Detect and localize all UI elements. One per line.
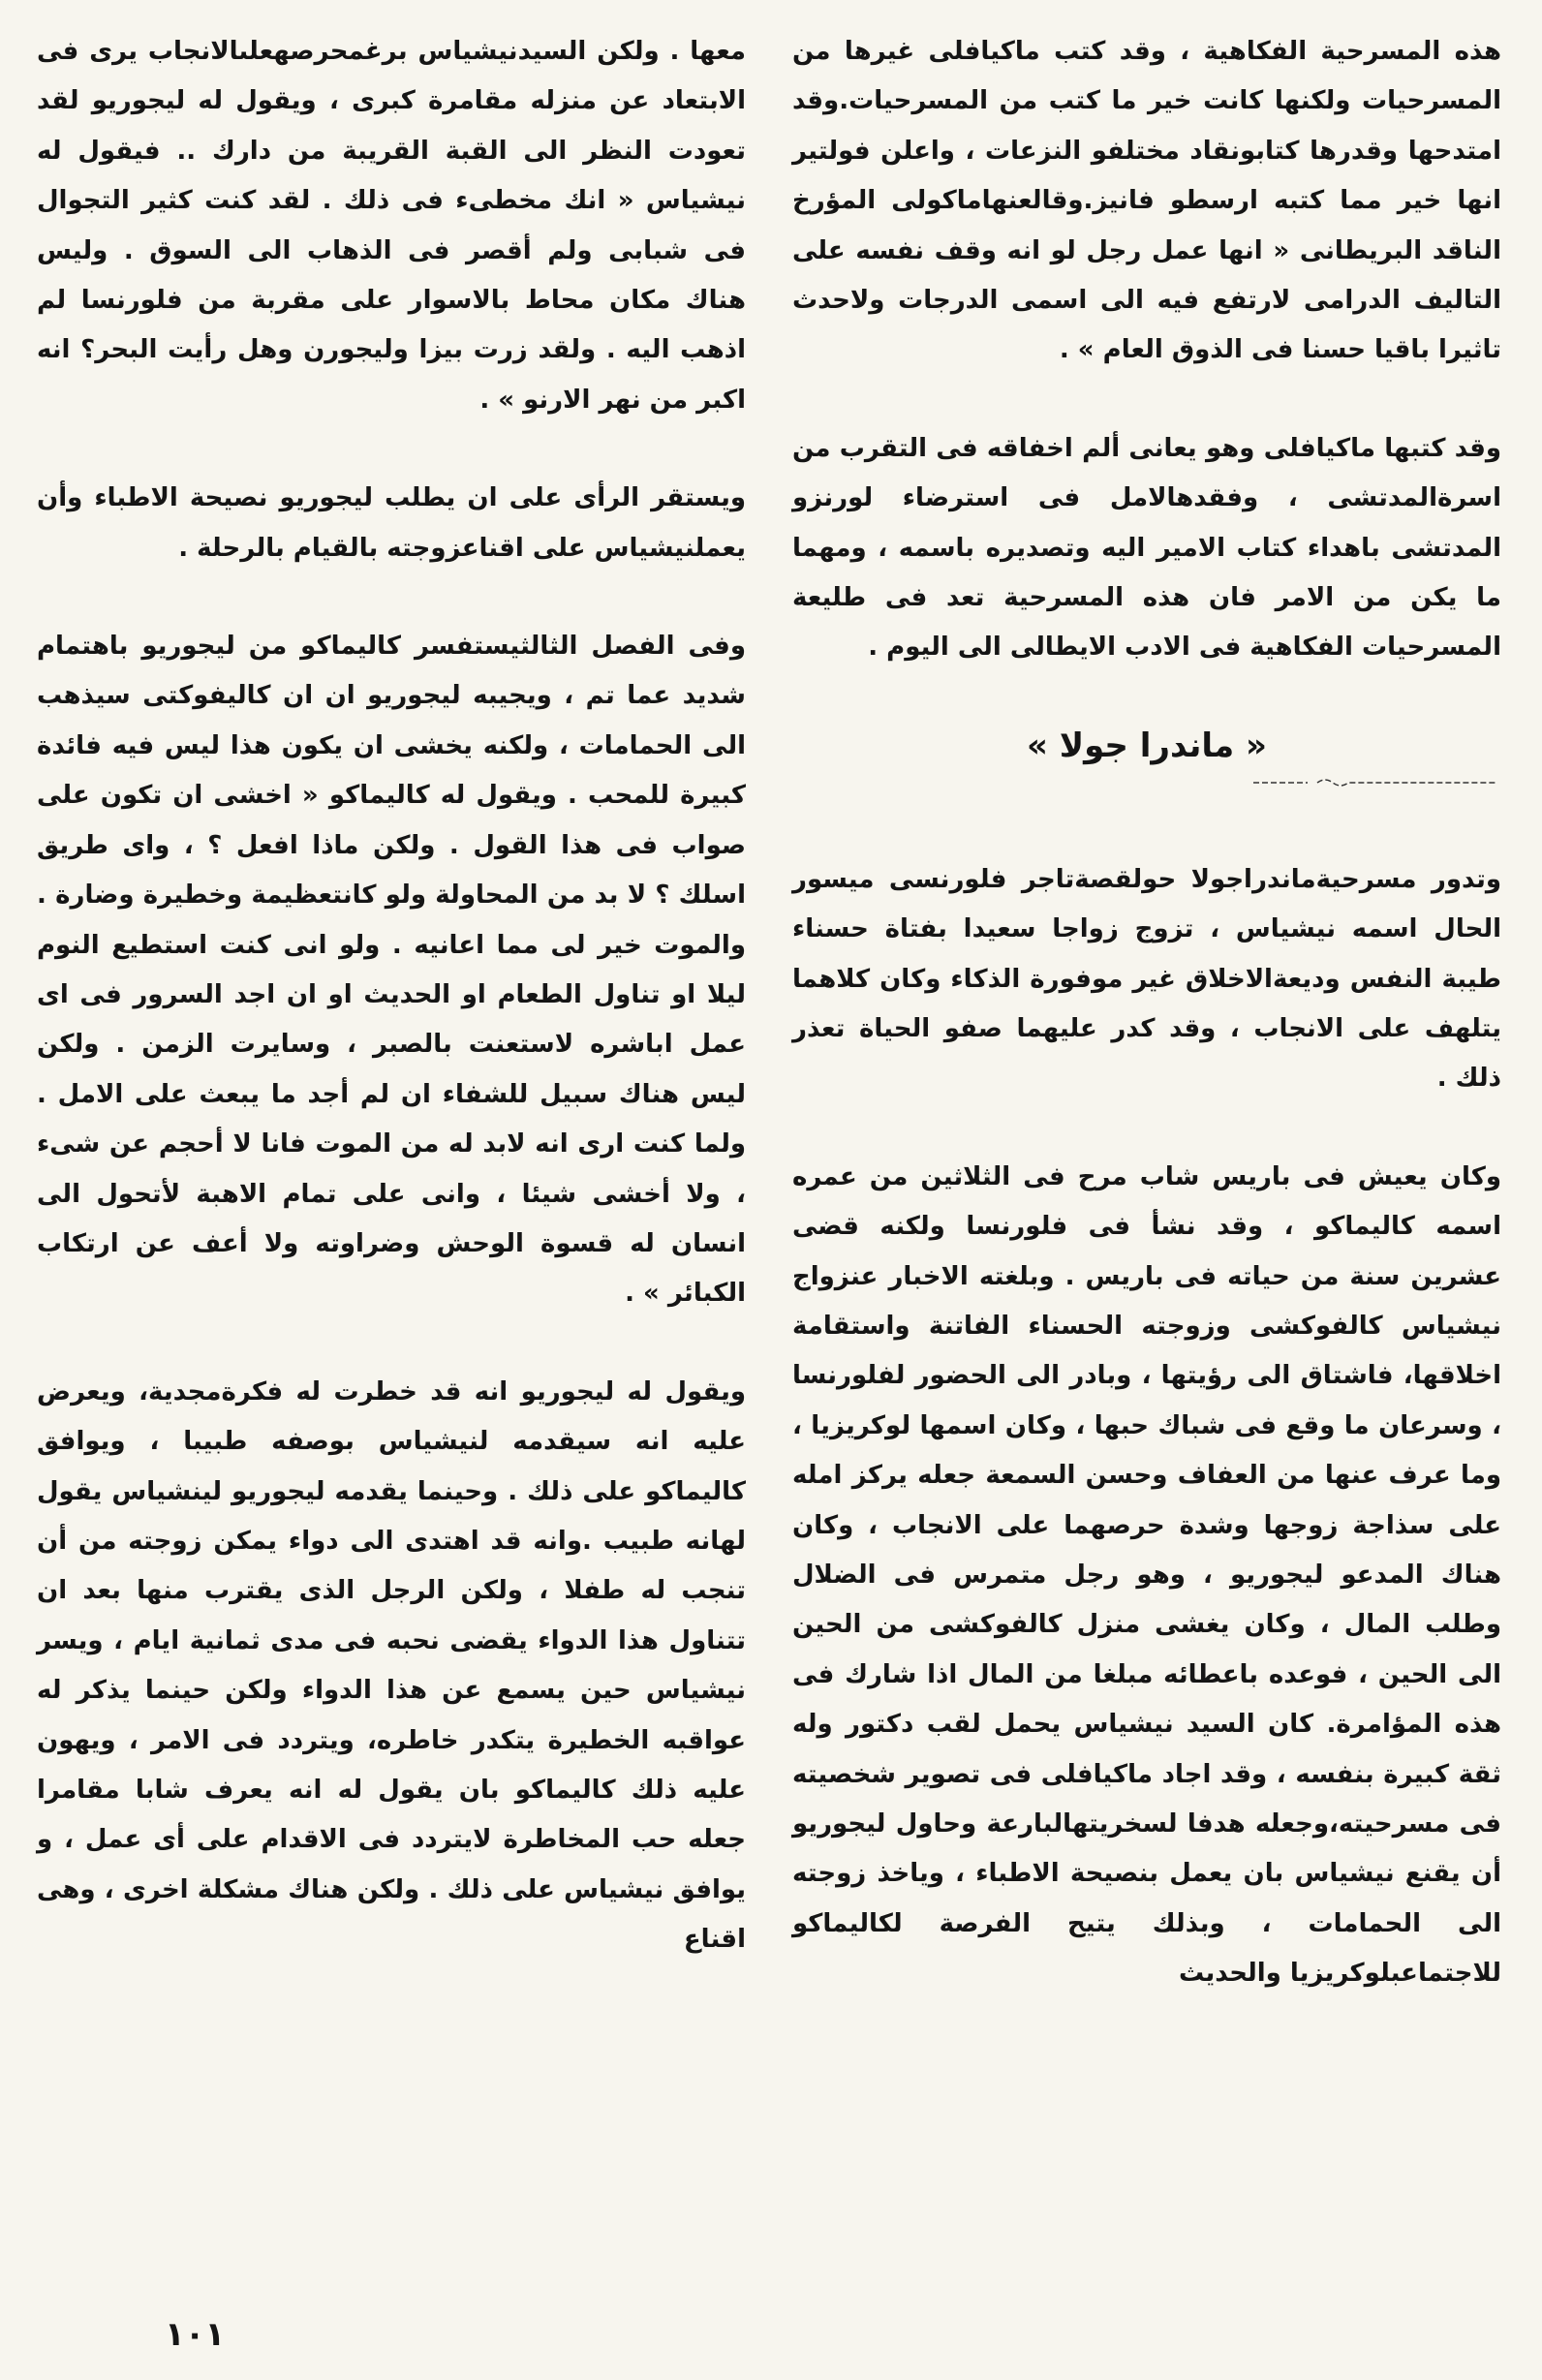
paragraph-text: معها . ولكن السيدنيشياس برغمحرصهعلىالانجاب يرى فى الابتعاد عن منزله مقامرة كبرى ، ويقول له ليجوريو لقد تعودت النظر الى القبة القريبة من دارك .. فيقول له نيشياس « انك مخطىء فى ذلك . لقد كنت كثير التجوال فى شبابى ولم أقصر فى الذهاب الى السوق . وليس هناك مكان محاط بالاسوار على مقربة من فلورنسا لم اذهب اليه . ولقد زرت بيزا وليجورن وهل رأيت البحر؟ انه اكبر من نهر الارنو » . [37,37,746,415]
paragraph [792,27,1501,376]
section-heading: « ماندرا جولا » [1026,726,1268,765]
paragraph-text: وتدور مسرحيةماندراجولا حولقصةتاجر فلورنسى ميسور الحال اسمه نيشياس ، تزوج زواجا سعيدا بفتاة حسناء طيبة النفس وديعةالاخلاق غير موفورة الذكاء وكان كلاهما يتلهف على الانجاب ، وقد كدر عليهما صفو الحياة تعذر ذلك . [792,864,1501,1094]
left-column [37,27,746,2014]
paragraph-text: وفى الفصل الثالثيستفسر كاليماكو من ليجوريو باهتمام شديد عما تم ، ويجيبه ليجوريو ان ان كاليفوكتى سيذهب الى الحمامات ، ولكنه يخشى ان يكون هذا ليس فيه فائدة كبيرة للمحب . ويقول له كاليماكو « اخشى ان تكون على صواب فى هذا القول . ولكن ماذا افعل ؟ ، واى طريق اسلك ؟ لا بد من المحاولة ولو كانتعظيمة وخطيرة وضارة . والموت خير لى مما اعانيه . ولو انى كنت استطيع النوم ليلا او تناول الطعام او الحديث او ان اجد السرور فى اى عمل اباشره لاستعنت بالصبر ، وسايرت الزمن . ولكن ليس هناك سبيل للشفاء ان لم أجد ما يبعث على الامل . ولما كنت ارى انه لابد له من الموت فانا لا أحجم عن شىء ، ولا أخشى شيئا ، وانى على تمام الاهبة لأتحول الى انسان له قسوة الوحش وضراوته ولا أعف عن ارتكاب الكبائر » . [37,632,746,1309]
paragraph [792,855,1501,1104]
paragraph [37,1368,746,1965]
paragraph-text: هذه المسرحية الفكاهية ، وقد كتب ماكيافلى غيرها من المسرحيات ولكنها كانت خير ما كتب من المسرحيات.وقد امتدحها وقدرها كتابونقاد مختلفو النزعات ، واعلن فولتير انها خير مما كتبه ارسطو فانيز.وقالعنهاماكولى المؤرخ الناقد البريطانى « انها عمل رجل لو انه وقف نفسه على التاليف الدرامى لارتفع فيه الى اسمى الدرجات ولاحدث تاثيرا باقيا حسنا فى الذوق العام » . [792,37,1501,365]
heading-divider [1249,777,1501,788]
paragraph [37,27,746,425]
paragraph [792,424,1501,673]
page-number: ١٠١ [165,2315,226,2354]
paragraph [37,474,746,573]
right-column [792,27,1501,2048]
paragraph [792,1153,1501,1999]
paragraph [37,622,746,1319]
paragraph-text: ويقول له ليجوريو انه قد خطرت له فكرةمجدية، ويعرض عليه انه سيقدمه لنيشياس بوصفه طبيبا ، ويوافق كاليماكو على ذلك . وحينما يقدمه ليجوريو لينشياس يقول لهانه طبيب .وانه قد اهتدى الى دواء يمكن زوجته من أن تنجب له طفلا ، ولكن الرجل الذى يقترب منها بعد ان تتناول هذا الدواء يقضى نحبه فى مدى ثمانية ايام ، ويسر نيشياس حين يسمع عن هذا الدواء ولكن حينما يذكر له عواقبه الخطيرة يتكدر خاطره، ويتردد فى الامر ، ويهون عليه ذلك كاليماكو بان يقول له انه يعرف شابا مقامرا جعله حب المخاطرة لايتردد فى الاقدام على أى عمل ، و يوافق نيشياس على ذلك . ولكن هناك مشكلة اخرى ، وهى اقناع [37,1376,746,1955]
paragraph-text: وكان يعيش فى باريس شاب مرح فى الثلاثين من عمره اسمه كاليماكو ، وقد نشأ فى فلورنسا ولكنه قضى عشرين سنة من حياته فى باريس . وبلغته الاخبار عنزواج نيشياس كالفوكشى وزوجته الحسناء الفاتنة واستقامة اخلاقها، فاشتاق الى رؤيتها ، وبادر الى الحضور لفلورنسا ، وسرعان ما وقع فى شباك حبها ، وكان اسمها لوكريزيا ، وما عرف عنها من العفاف وحسن السمعة جعله يركز امله على سذاجة زوجها وشدة حرصهما على الانجاب ، وكان هناك المدعو ليجوريو ، وهو رجل متمرس فى الضلال وطلب المال ، وكان يغشى منزل كالفوكشى من الحين الى الحين ، فوعده باعطائه مبلغا من المال اذا شارك فى هذه المؤامرة. كان السيد نيشياس يحمل لقب دكتور وله ثقة كبيرة بنفسه ، وقد اجاد ماكيافلى فى تصوير شخصيته فى مسرحيته،وجعله هدفا لسخريتهالبارعة وحاول ليجوريو أن يقنع نيشياس بان يعمل بنصيحة الاطباء ، وياخذ زوجته الى الحمامات ، وبذلك يتيح الفرصة لكاليماكو للاجتماعبلوكريزيا والحديث [792,1161,1501,1989]
paragraph-text: ويستقر الرأى على ان يطلب ليجوريو نصيحة الاطباء وأن يعملنيشياس على اقناعزوجته بالقيام بالرحلة . [37,483,746,563]
paragraph-text: وقد كتبها ماكيافلى وهو يعانى ألم اخفاقه فى التقرب من اسرةالمدتشى ، وفقدهالامل فى استرضاء لورنزو المدتشى باهداء كتاب الامير اليه وتصديره باسمه ، ومهما ما يكن من الامر فان هذه المسرحية تعد فى طليعة المسرحيات الفكاهية فى الادب الايطالى الى اليوم . [792,433,1501,663]
